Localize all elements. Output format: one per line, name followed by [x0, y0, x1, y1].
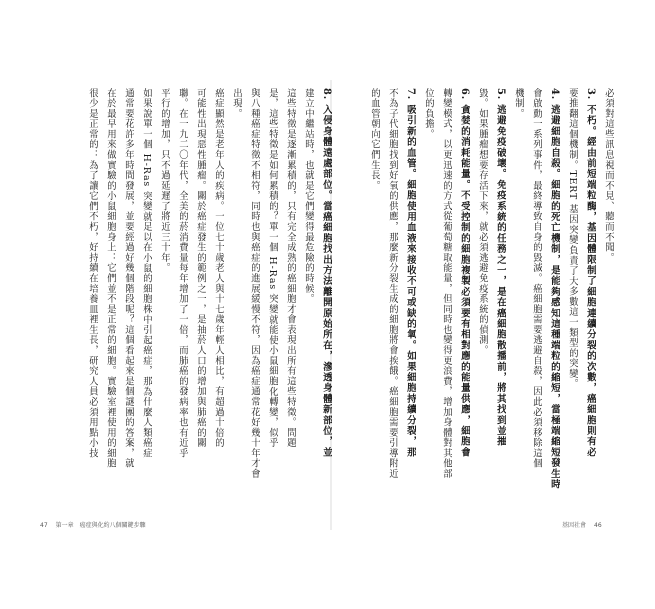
text-column: 如果說單一個 H-Ras 突變就足以在小鼠的細胞株中引起癌症，那為什麼人類癌症 — [141, 88, 152, 459]
text-column: 毀。如果腫瘤想要存活下來，就必須逃避免疫系統的偵測。 — [477, 88, 488, 356]
text-column: 是，這些特徵是如何累積的？單一個 H-Ras 突變就能使小鼠細胞化轉變，似乎 — [267, 88, 278, 449]
text-column: 8. 入侵身體遠處部位。當癌細胞找出方法離開原始所在，滲透身體新部位，並 — [321, 88, 332, 458]
text-column: 的血管朝向它們生長。 — [369, 88, 380, 191]
text-column: 出現。 — [231, 88, 242, 119]
right-page — [342, 88, 614, 518]
text-column: 6. 貪婪的消耗能量。不受控制的細胞複製必須要有相對應的能量供應，細胞會 — [459, 88, 470, 458]
text-column: 位的負擔。 — [423, 88, 434, 140]
text-column: 機制。 — [513, 88, 524, 119]
running-head: 基因社會 — [562, 522, 587, 529]
text-column: 7. 吸引新的血管。細胞使用血液來接收不可或缺的氧。如果細胞持續分裂，那 — [405, 88, 416, 458]
text-column: 癌症顯然是老年人的疾病。一位七十歲老人與十七歲年輕人相比，有超過十倍的 — [213, 88, 224, 449]
text-column: 建立中繼站時，也就是它們變得最危險的時候。 — [303, 88, 314, 305]
text-column: 可能性出現惡性腫瘤。關於癌症發生的範例之一，是抽菸人口的增加與肺癌的關 — [195, 88, 206, 449]
text-column: 4. 逃避細胞自殺。細胞的死亡機制，是能夠感知這種端粒的縮短，當極端縮短發生時 — [549, 88, 560, 490]
text-column: 5. 逃避免疫破壞。免疫系統的任務之一，是在癌細胞散播前，將其找到並摧 — [495, 88, 506, 447]
text-column: 要推翻這個機制。TERT 基因突變負責了大多數這一類型的突變。 — [567, 88, 578, 390]
text-column: 必須對這些訊息視而不見、聽而不聞。 — [603, 88, 614, 263]
page-number: 46 — [594, 522, 602, 529]
page-number: 47 — [40, 522, 48, 529]
text-column: 在於最早用來做實驗的小鼠細胞身上：它們並不是正常的細胞。實驗室裡使用的細胞 — [105, 88, 116, 469]
text-column: 通常要花許多年時間發展，並要經過好幾個階段呢？這個看起來是個謎團的答案，就 — [123, 88, 134, 469]
left-footer — [40, 520, 146, 529]
text-column: 不為子代細胞找到好氧的供應，那麼新分裂生成的細胞將會挨餓。癌細胞需要引導附近 — [387, 88, 398, 480]
text-column: 聯。在一九二〇年代，全美的菸消費量每年增加了一倍，而肺癌的發病率也有近乎 — [177, 88, 188, 459]
text-column: 很少是正常的：為了讓它們不朽，好持續在培養皿裡生長，研究人員必須用點小技 — [87, 88, 98, 459]
running-head: 第一章 癌症與化約八個關鍵步驟 — [55, 522, 146, 529]
text-column: 3. 不朽。經由前短端粒酶，基因體限制了細胞連續分裂的次數，癌細胞則有必 — [585, 88, 596, 458]
text-column: 會啟動一系列事件，最終導致自身的毀滅。癌細胞需要逃避自殺，因此必須移除這個 — [531, 88, 542, 469]
text-column: 平行的增加，只不過延遲了將近三十年。 — [159, 88, 170, 274]
text-column: 與八種癌症特徵不相符，同時也與癌症的進展緩慢不符，因為癌症通常花好幾十年才會 — [249, 88, 260, 480]
left-page — [60, 88, 332, 518]
text-column: 這些特徵是逐漸累積的，只有完全成熟的癌細胞才會表現出所有這些特徵。問題 — [285, 88, 296, 449]
right-footer — [562, 520, 602, 529]
text-column: 轉變模式，以更迅速的方式從葡萄糖取能量，但同時也變得更浪費，增加身體對其他部 — [441, 88, 452, 480]
